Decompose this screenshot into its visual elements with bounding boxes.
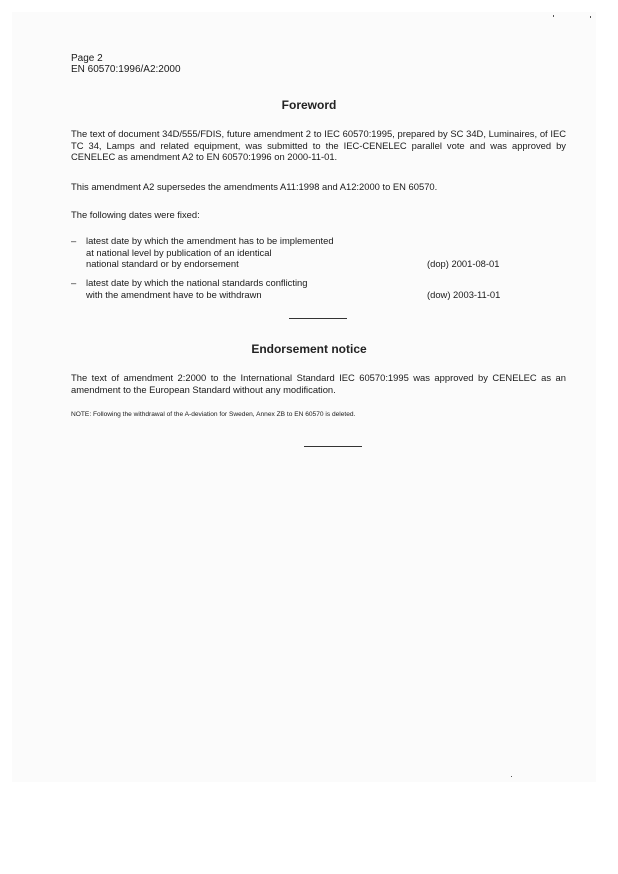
page-number: Page 2 — [71, 53, 103, 64]
dates-intro: The following dates were fixed: — [71, 209, 200, 220]
date-item-text: latest date by which the amendment has to be implemented at national level by publication of an identical national standard or by endorsement — [86, 235, 334, 270]
dop-date: (dop) 2001-08-01 — [427, 258, 500, 269]
endorsement-heading: Endorsement notice — [251, 342, 367, 356]
scan-speck — [590, 16, 591, 18]
section-divider — [289, 318, 347, 319]
standard-reference: EN 60570:1996/A2:2000 — [71, 64, 181, 75]
deviation-note: NOTE: Following the withdrawal of the A-deviation for Sweden, Annex ZB to EN 60570 is deleted. — [71, 411, 356, 418]
foreword-heading: Foreword — [281, 98, 337, 112]
date-item-text: latest date by which the national standards conflicting with the amendment have to be withdrawn — [86, 277, 308, 300]
scan-speck — [553, 15, 554, 17]
supersedes-paragraph: This amendment A2 supersedes the amendments A11:1998 and A12:2000 to EN 60570. — [71, 181, 438, 192]
foreword-paragraph: The text of document 34D/555/FDIS, future amendment 2 to IEC 60570:1995, prepared by SC 34D, Luminaires, of IEC TC 34, Lamps and related equipment, was submitted to the IEC-CENELEC parallel vote and was approved by CENELEC as amendment A2 to EN 60570:1996 on 2000-11-01. — [71, 128, 566, 163]
dow-date: (dow) 2003-11-01 — [427, 289, 501, 300]
list-dash: – — [71, 235, 77, 246]
date-item-dop — [71, 235, 521, 271]
list-dash: – — [71, 277, 77, 288]
date-item-dow — [71, 277, 521, 301]
end-divider — [304, 446, 362, 447]
endorsement-paragraph: The text of amendment 2:2000 to the International Standard IEC 60570:1995 was approved by CENELEC as an amendment to the European Standard without any modification. — [71, 372, 566, 395]
scan-speck — [511, 776, 512, 777]
